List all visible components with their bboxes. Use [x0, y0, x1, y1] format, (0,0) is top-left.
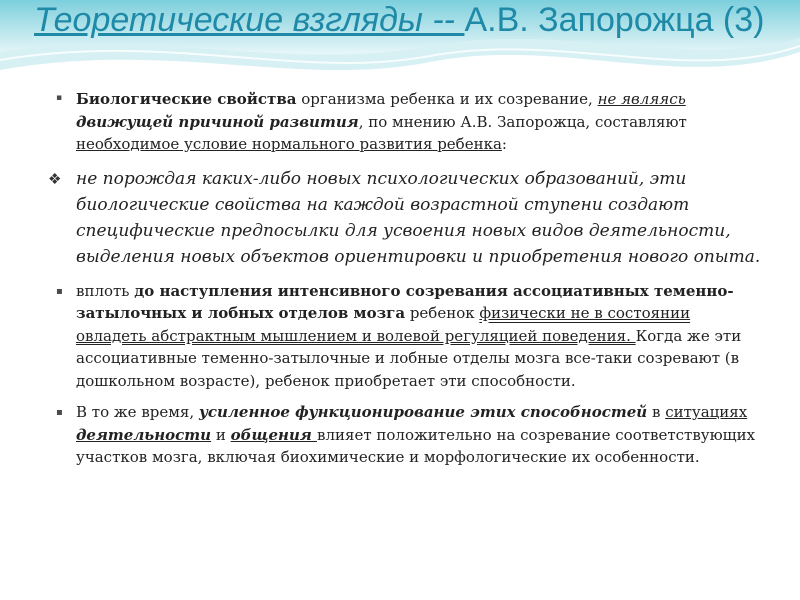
content-body	[50, 88, 765, 478]
p1-bold-italic: движущей причиной развития	[76, 112, 359, 131]
p3-text-3: Когда же эти ассоциативные теменно-затылочные и лобные отделы мозга все-таки созревают (в дошкольном возрасте), ребенок приобретает эти способности.	[76, 326, 742, 390]
p2-text: не порождая каких-либо новых психологических образований, эти биологические свойства на каждой возрастной ступени создают специфические предпосылки для усвоения новых видов деятельности, выделения новых объектов ориентировки и приобретения нового опыта.	[76, 168, 761, 267]
p4-text-3: и	[211, 425, 231, 444]
p1-bold: Биологические свойства	[76, 90, 297, 108]
p1-colon: :	[501, 135, 507, 153]
title-author: А.В. Запорожца (3)	[464, 1, 765, 39]
square-bullet-icon: ▪	[56, 93, 63, 103]
p3-double-underlined: физически не в состоянии овладеть абстрактным мышлением и волевой регуляцией поведения.	[76, 304, 691, 345]
p4-bold-italic-underlined: деятельности	[76, 425, 212, 444]
p3-text: вплоть	[76, 281, 135, 300]
paragraph-brain-maturation	[50, 280, 765, 393]
slide-title	[34, 0, 794, 40]
p4-text-2: в	[647, 403, 666, 421]
diamond-bullet-icon: ❖	[48, 169, 62, 188]
title-italic: Теоретические взгляды --	[34, 1, 465, 39]
square-bullet-icon: ▪	[56, 285, 63, 297]
p1-text-2: , по мнению А.В. Запорожца, составляют	[358, 112, 687, 131]
p1-underlined-2: необходимое условие нормального развития ребенка	[76, 135, 502, 153]
square-bullet-icon: ▪	[56, 407, 63, 418]
p4-text-4: влияет положительно на созревание соответствующих участков мозга, включая биохимические и морфологические их особенности.	[76, 425, 756, 466]
p4-text: В то же время,	[76, 403, 199, 421]
p4-bold-italic: усиленное функционирование этих способностей	[198, 403, 648, 421]
p3-text-2: ребенок	[405, 304, 480, 322]
paragraph-functioning	[50, 401, 765, 469]
p4-underlined: ситуациях	[665, 403, 748, 421]
paragraph-prerequisites	[50, 166, 765, 270]
p1-underlined: не являясь	[597, 90, 686, 108]
paragraph-biological-properties	[50, 88, 765, 156]
p1-text: организма ребенка и их созревание,	[296, 90, 598, 108]
p4-bold-italic-underlined-2: общения	[230, 425, 318, 444]
p3-bold: до наступления интенсивного созревания ассоциативных теменно-затылочных и лобных отделов мозга	[76, 281, 734, 322]
